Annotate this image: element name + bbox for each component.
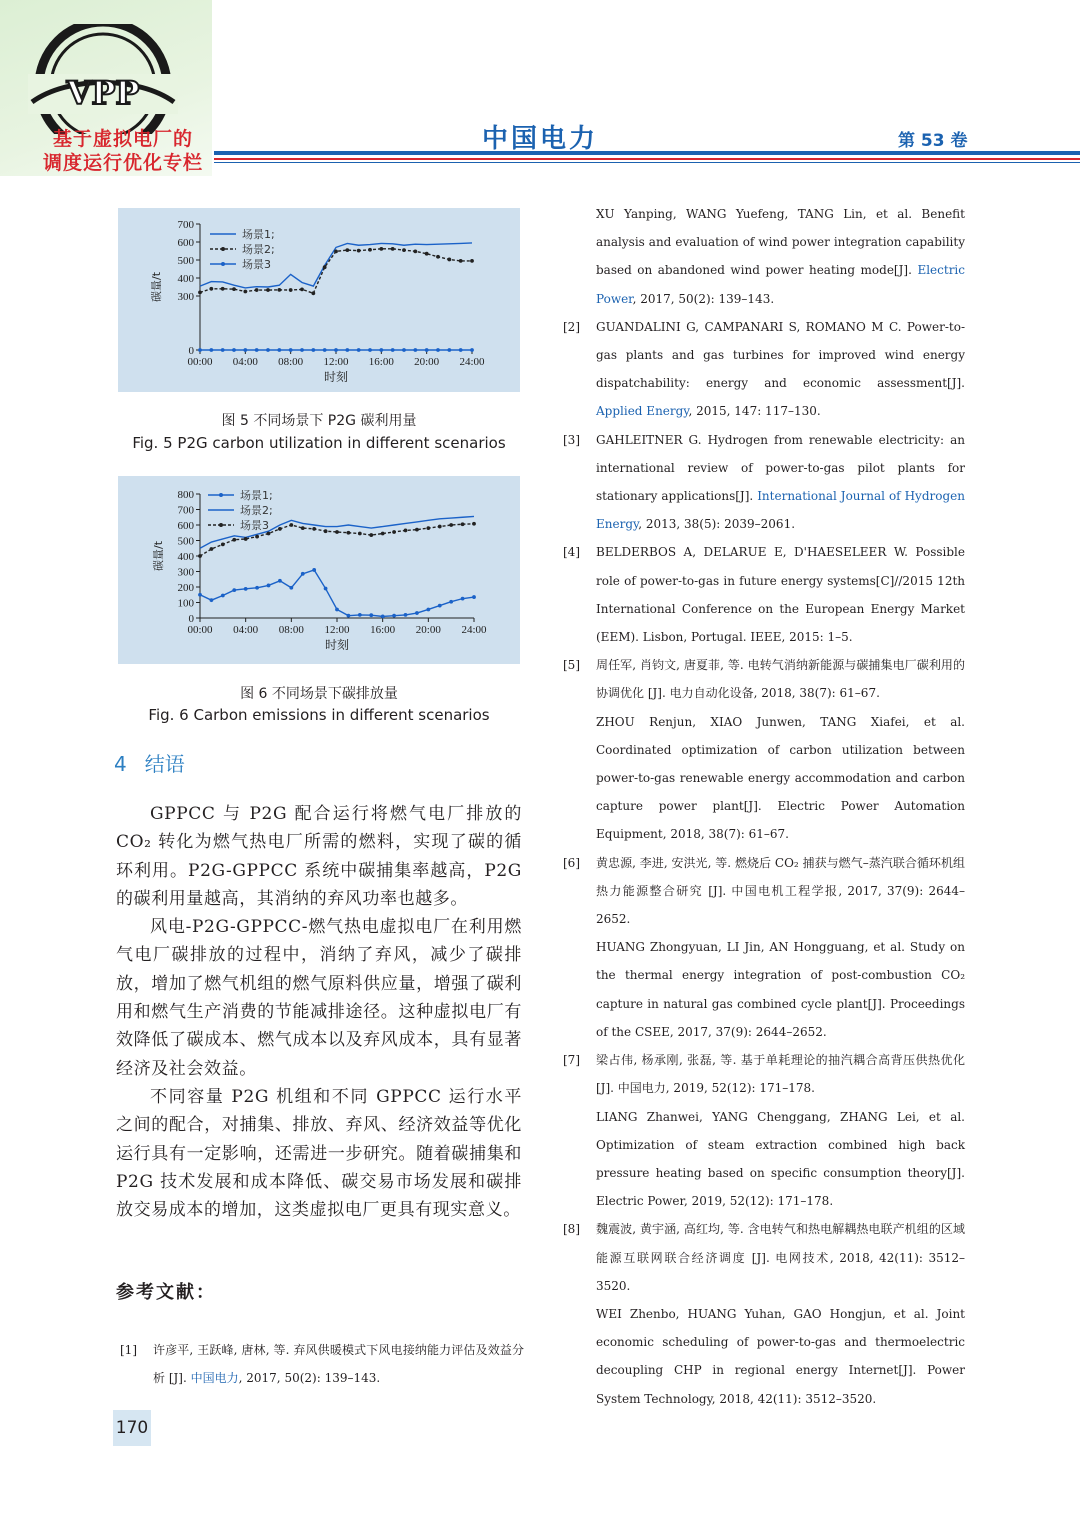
series-1-point	[449, 600, 453, 604]
reference-8	[563, 1215, 965, 1412]
reference-number: [2]	[563, 319, 580, 334]
series-3-point	[472, 522, 476, 526]
y-tick-label: 600	[177, 520, 194, 532]
x-tick-label: 04:00	[232, 356, 258, 368]
series-1-point	[255, 586, 259, 590]
series-3-point	[198, 348, 202, 352]
x-tick-label: 20:00	[415, 624, 441, 636]
reference-5	[563, 651, 965, 848]
series-3-point	[232, 348, 236, 352]
y-tick-label: 400	[177, 273, 194, 285]
reference-number: [1]	[120, 1343, 137, 1357]
legend-marker-3	[219, 523, 223, 527]
series-2-point	[345, 248, 349, 252]
figure-6-caption-cn: 图 6 不同场景下碳排放量	[240, 686, 398, 702]
legend-label-3: 场景3	[240, 519, 269, 532]
legend-marker-3	[221, 262, 225, 266]
series-2-point	[255, 288, 259, 292]
section-4-title: 结语	[144, 752, 185, 776]
series-2-point	[277, 288, 281, 292]
series-3-point	[255, 535, 259, 539]
reference-text-en: ZHOU Renjun, XIAO Junwen, TANG Xiafei, et al. Coordinated optimization of carbon utilization between power-to-gas renewable energy accommodation and carbon capture power plant[J]. Electric Power Automation Equipment, 2018, 38(7): 61–67.	[596, 714, 965, 842]
column-title-line2: 调度运行优化专栏	[42, 152, 203, 174]
reference-text-cn: 黄忠源, 李进, 安洪光, 等. 燃烧后 CO₂ 捕获与燃气–蒸汽联合循环机组热力能源整合研究 [J]. 中国电机工程学报, 2017, 37(9): 2644–2652.	[596, 855, 965, 927]
conclusion-text	[116, 800, 522, 1224]
series-1-point	[232, 588, 236, 592]
y-tick-label: 500	[177, 535, 194, 548]
x-tick-label: 16:00	[370, 624, 396, 636]
reference-number: [3]	[563, 432, 580, 447]
series-3-point	[404, 529, 408, 533]
series-3-point	[345, 348, 349, 352]
series-1-point	[278, 579, 282, 583]
series-3-point	[221, 542, 225, 546]
series-2-point	[289, 288, 293, 292]
reference-1-english	[563, 200, 965, 313]
y-axis-label: 碳量/t	[150, 271, 163, 303]
series-2-point	[300, 287, 304, 291]
series-3-point	[198, 554, 202, 558]
reference-number: [8]	[563, 1222, 580, 1237]
series-3-point	[266, 348, 270, 352]
y-tick-label: 200	[177, 582, 194, 594]
reference-1	[120, 1336, 524, 1392]
y-tick-label: 0	[188, 345, 194, 357]
y-tick-label: 300	[177, 291, 194, 303]
x-tick-label: 12:00	[323, 356, 349, 368]
series-3-point	[368, 348, 372, 352]
series-3-point	[312, 527, 316, 531]
series-1-point	[358, 613, 362, 617]
series-1-point	[289, 586, 293, 590]
reference-text: XU Yanping, WANG Yuefeng, TANG Lin, et al. Benefit analysis and evaluation of wind power integration capability based on abandoned wind power heating mode[J].	[596, 207, 965, 278]
reference-6	[563, 849, 965, 1046]
reference-text: GUANDALINI G, CAMPANARI S, ROMANO M C. Power-to-gas plants and gas turbines for improved wind energy dispatchability: energy and economic assessment[J].	[596, 319, 965, 391]
legend-label-2: 场景2;	[242, 243, 275, 256]
y-tick-label: 800	[177, 489, 194, 501]
series-3-point	[244, 537, 248, 541]
series-3-point	[335, 530, 339, 534]
series-3-point	[391, 348, 395, 352]
page-number: 170	[113, 1410, 151, 1446]
reference-text-en: LIANG Zhanwei, YANG Chenggang, ZHANG Lei, et al. Optimization of steam extraction combined high back pressure heating based on specific consumption theory[J]. Electric Power, 2019, 52(12): 171–178.	[596, 1109, 965, 1209]
reference-text-cn: 魏震波, 黄宇涵, 高红均, 等. 含电转气和热电解耦热电联产机组的区域能源互联网联合经济调度 [J]. 电网技术, 2018, 42(11): 3512–3520.	[596, 1222, 965, 1293]
series-3-point	[289, 348, 293, 352]
series-2-point	[368, 248, 372, 252]
series-3-point	[301, 526, 305, 530]
series-3-point	[300, 348, 304, 352]
series-3-point	[289, 523, 293, 527]
y-tick-label: 600	[177, 237, 194, 249]
reference-text-en: HUANG Zhongyuan, LI Jin, AN Hongguang, et al. Study on the thermal energy integration of post-combustion CO₂ capture in natural gas combined cycle plant[J]. Proceedings of the CSEE, 2017, 37(9): 2644–2652.	[596, 940, 965, 1039]
series-1-point	[461, 597, 465, 601]
series-3-point	[357, 348, 361, 352]
series-1-point	[267, 584, 271, 588]
reference-2	[563, 313, 965, 426]
y-tick-label: 100	[177, 597, 194, 610]
series-3-point	[402, 348, 406, 352]
x-tick-label: 00:00	[187, 356, 213, 368]
series-1-point	[347, 614, 351, 618]
legend-marker-2	[221, 247, 225, 251]
series-3-point	[379, 348, 383, 352]
x-tick-label: 00:00	[187, 624, 213, 636]
references-heading: 参考文献：	[116, 1282, 216, 1303]
series-1-point	[221, 594, 225, 598]
reference-7	[563, 1046, 965, 1215]
section-4-heading	[114, 748, 185, 777]
reference-text: , 2013, 38(5): 2039–2061.	[638, 517, 796, 532]
series-1-point	[392, 614, 396, 618]
series-3-point	[449, 523, 453, 527]
series-3-point	[347, 531, 351, 535]
series-3-point	[381, 532, 385, 536]
section-4-number: 4	[114, 752, 127, 776]
series-3-point	[255, 348, 259, 352]
figure-5-caption-cn: 图 5 不同场景下 P2G 碳利用量	[221, 413, 417, 429]
figure-6-svg	[118, 476, 520, 664]
series-2-point	[323, 265, 327, 269]
series-3-point	[232, 538, 236, 542]
x-tick-label: 20:00	[414, 356, 440, 368]
logo-text: VPP	[66, 74, 140, 112]
series-2-point	[266, 288, 270, 292]
legend-label-1: 场景1;	[240, 489, 273, 502]
series-3-point	[425, 348, 429, 352]
conclusion-paragraph: 风电-P2G-GPPCC-燃气热电虚拟电厂在利用燃气电厂碳排放的过程中，消纳了弃风，减少了碳排放，增加了燃气机组的燃气原料供应量，增强了碳利用和燃气生产消费的节能减排途径。这种虚拟电厂有效降低了碳成本、燃气成本以及弃风成本，具有显著经济及社会效益。	[116, 917, 522, 1079]
series-1-point	[472, 595, 476, 599]
series-3-point	[334, 348, 338, 352]
x-axis-label: 时刻	[324, 638, 350, 652]
conclusion-paragraph: 不同容量 P2G 机组和不同 GPPCC 运行水平之间的配合，对捕集、排放、弃风、经济效益等优化运行具有一定影响，还需进一步研究。随着碳捕集和 P2G 技术发展和成本降低、碳交易市场发展和碳排放交易成本的增加，这类虚拟电厂更具有现实意义。	[116, 1086, 522, 1221]
series-3-point	[267, 532, 271, 536]
series-3-point	[358, 532, 362, 536]
series-3-point	[277, 348, 281, 352]
legend-marker-1	[219, 493, 223, 497]
series-3-point	[470, 348, 474, 352]
series-3-point	[415, 528, 419, 532]
series-2-point	[198, 291, 202, 295]
series-1-point	[198, 593, 202, 597]
reference-journal-link[interactable]: Applied Energy	[596, 404, 689, 419]
x-tick-label: 16:00	[368, 356, 394, 368]
series-3-point	[461, 522, 465, 526]
reference-text-cn: 梁占伟, 杨承刚, 张磊, 等. 基于单耗理论的抽汽耦合高背压供热优化 [J]. 中国电力, 2019, 52(12): 171–178.	[596, 1053, 965, 1096]
series-1-point	[415, 611, 419, 615]
series-1-point	[438, 604, 442, 608]
series-2-point	[243, 290, 247, 294]
series-2-point	[334, 249, 338, 253]
series-3-point	[278, 527, 282, 531]
reference-3	[563, 426, 965, 539]
series-1-point	[244, 587, 248, 591]
series-2-point	[459, 259, 463, 263]
series-2-point	[311, 291, 315, 295]
series-1-point	[301, 572, 305, 576]
reference-text: , 2017, 50(2): 139–143.	[238, 1371, 381, 1386]
series-3-point	[447, 348, 451, 352]
figure-5-caption-en: Fig. 5 P2G carbon utilization in different scenarios	[132, 434, 506, 452]
legend-label-1: 场景1;	[242, 228, 275, 241]
reference-text: , 2017, 50(2): 139–143.	[632, 291, 775, 306]
series-2-point	[413, 249, 417, 253]
volume-label: 第 53 卷	[898, 131, 968, 151]
series-2-point	[436, 255, 440, 259]
y-tick-label: 0	[188, 613, 194, 625]
series-3-point	[324, 529, 328, 533]
reference-text: BELDERBOS A, DELARUE E, D'HAESELEER W. Possible role of power-to-gas in future energy systems[C]//2015 12th International Conference on the European Energy Market (EEM). Lisbon, Portugal. IEEE, 2015: 1–5.	[596, 545, 965, 645]
series-3-point	[311, 348, 315, 352]
column-title-line1: 基于虚拟电厂的	[52, 128, 193, 150]
series-3-point	[209, 348, 213, 352]
figure-5-svg	[118, 208, 520, 392]
reference-4	[563, 538, 965, 651]
series-2-point	[221, 287, 225, 291]
y-tick-label: 700	[177, 219, 194, 231]
x-tick-label: 08:00	[278, 624, 304, 636]
reference-number: [6]	[563, 855, 580, 870]
series-1-point	[381, 615, 385, 619]
series-1-point	[210, 598, 214, 602]
legend-label-2: 场景2;	[240, 504, 273, 517]
y-tick-label: 700	[177, 504, 194, 517]
series-3-point	[459, 348, 463, 352]
figure-5-chart	[118, 208, 520, 392]
series-3-point	[413, 348, 417, 352]
series-2-point	[447, 258, 451, 262]
series-1-point	[312, 568, 316, 572]
y-tick-label: 400	[177, 551, 194, 563]
series-2-point	[379, 247, 383, 251]
series-2-point	[402, 248, 406, 252]
reference-number: [7]	[563, 1053, 580, 1068]
series-1-point	[369, 613, 373, 617]
series-2-point	[470, 259, 474, 263]
x-tick-label: 08:00	[278, 356, 304, 368]
header-rule	[214, 151, 1080, 167]
series-2-point	[357, 249, 361, 253]
vpp-logo	[28, 24, 178, 134]
legend-label-3: 场景3	[242, 258, 271, 271]
y-tick-label: 500	[177, 255, 194, 267]
x-tick-label: 24:00	[461, 624, 487, 636]
series-3-point	[436, 348, 440, 352]
references-right-column	[563, 200, 965, 1413]
reference-text-en: WEI Zhenbo, HUANG Yuhan, GAO Hongjun, et al. Joint economic scheduling of power-to-gas and thermoelectric decoupling CHP in regional energy Internet[J]. Power System Technology, 2018, 42(11): 3512–3520.	[596, 1306, 965, 1406]
reference-text: 许彦平, 王跃峰, 唐林, 等. 弃风供暖模式下风电接纳能力评估及效益分析 [J].	[153, 1343, 524, 1386]
reference-journal-link[interactable]: Electric Power	[596, 263, 965, 306]
series-1-point	[404, 613, 408, 617]
series-1-point	[335, 608, 339, 612]
reference-text: , 2015, 147: 117–130.	[688, 404, 821, 419]
series-1-point	[426, 608, 430, 612]
series-2-point	[232, 287, 236, 291]
journal-name: 中国电力	[482, 124, 599, 154]
series-3-point	[323, 348, 327, 352]
y-tick-label: 300	[177, 566, 194, 579]
series-3-point	[210, 547, 214, 551]
reference-journal-link[interactable]: International Journal of Hydrogen Energy	[596, 489, 965, 532]
figure-6-caption-en: Fig. 6 Carbon emissions in different scenarios	[148, 706, 490, 724]
series-2-point	[209, 287, 213, 291]
x-tick-label: 12:00	[324, 624, 350, 636]
figure-6-chart	[118, 476, 520, 664]
x-tick-label: 04:00	[233, 624, 259, 636]
x-axis-label: 时刻	[323, 370, 349, 384]
reference-text: GAHLEITNER G. Hydrogen from renewable electricity: an international review of power-to-gas pilot plants for stationary applications[J].	[596, 432, 965, 504]
y-axis-label: 碳量/t	[152, 540, 165, 572]
series-1-point	[324, 587, 328, 591]
series-3-point	[369, 533, 373, 537]
x-tick-label: 24:00	[459, 356, 485, 368]
series-3-point	[426, 526, 430, 530]
reference-number: [5]	[563, 658, 580, 673]
reference-text-cn: 周任军, 肖钧文, 唐夏菲, 等. 电转气消纳新能源与碳捕集电厂碳利用的协调优化 [J]. 电力自动化设备, 2018, 38(7): 61–67.	[596, 658, 965, 701]
conclusion-paragraph: GPPCC 与 P2G 配合运行将燃气电厂排放的 CO₂ 转化为燃气热电厂所需的燃料，实现了碳的循环利用。P2G-GPPCC 系统中碳捕集率越高，P2G 的碳利用量越高，其消纳的弃风功率也越多。	[116, 804, 522, 909]
series-2-point	[391, 247, 395, 251]
series-2-point	[425, 252, 429, 256]
series-3-point	[392, 530, 396, 534]
series-3-point	[243, 348, 247, 352]
reference-journal-link[interactable]: 中国电力	[190, 1371, 239, 1386]
reference-number: [4]	[563, 545, 580, 560]
series-3-point	[438, 525, 442, 529]
references-left-column	[120, 1336, 524, 1392]
series-3-point	[221, 348, 225, 352]
